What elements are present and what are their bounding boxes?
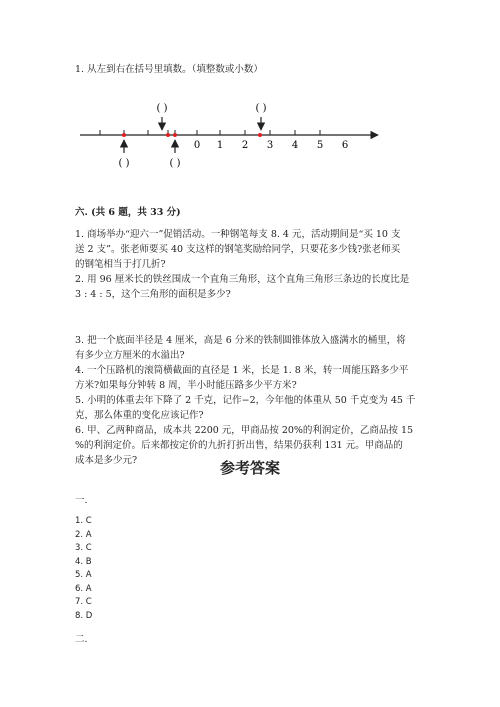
tick-label-4: 4 [291, 140, 299, 151]
problem-3 [75, 333, 406, 363]
blank-paren-bottom-1: ( ) [118, 158, 130, 169]
answer-item: 4. B [75, 556, 92, 567]
tick-label-2: 2 [241, 140, 249, 151]
answer-list [75, 515, 92, 623]
answer-item: 7. C [75, 597, 92, 607]
section-6-heading: 六. (共 6 题，共 33 分) [75, 207, 181, 218]
answer-item: 5. A [75, 570, 92, 580]
answer-item: 6. A [75, 583, 92, 594]
problem-1-line-1: 1. 商场举办“迎六一”促销活动。一种钢笔每支 8. 4 元，活动期间是“买 10 支 [75, 229, 401, 240]
problem-1 [75, 227, 400, 272]
red-marker-a [122, 133, 126, 137]
problem-1-line-3: 的钢笔相当于打几折? [75, 259, 166, 270]
blank-paren-top-2: ( ) [255, 103, 267, 114]
tick-label-0: 0 [193, 140, 201, 151]
red-marker-c [173, 133, 177, 137]
problem-5-line-1: 5. 小明的体重去年下降了 2 千克，记作−2，今年他的体重从 50 千克变为 45 千 [75, 395, 416, 406]
answer-section-1-heading: 一. [75, 495, 88, 506]
answer-item: 3. C [75, 543, 92, 553]
problem-2-line-1: 2. 用 96 厘米长的铁丝围成一个直角三角形，这个直角三角形三条边的长度比是 [75, 274, 410, 285]
problem-5 [75, 393, 415, 423]
red-marker-b [166, 133, 170, 137]
red-marker-d [258, 133, 262, 137]
problem-6-line-3: 成本是多少元? [75, 455, 138, 466]
question-1-text: 1. 从左到右在括号里填数。（填整数或小数） [75, 64, 263, 75]
answer-key-title: 参考答案 [219, 459, 280, 477]
problem-1-line-2: 送 2 支”。张老师要买 40 支这样的钢笔奖励给同学，只要花多少钱?张老师买 [75, 244, 401, 255]
problem-6-line-2: %的利润定价。后来都按定价的九折打折出售，结果仍获利 131 元。甲商品的 [75, 440, 403, 451]
problem-3-line-1: 3. 把一个底面半径是 4 厘米，高是 6 分米的铁制圆锥体放入盛满水的桶里，将 [75, 335, 406, 346]
problem-4 [75, 363, 408, 393]
answer-item: 1. C [75, 516, 92, 526]
problem-5-line-2: 克，那么体重的变化应该记作? [75, 410, 204, 421]
tick-label-1: 1 [216, 140, 224, 151]
answer-item: 8. D [75, 610, 93, 621]
tick-label-3: 3 [266, 140, 274, 151]
problem-2-line-2: 3 : 4 : 5，这个三角形的面积是多少? [75, 289, 231, 300]
problem-4-line-1: 4. 一个压路机的滚筒横截面的直径是 1 米，长是 1. 8 米，转一周能压路多少平 [75, 365, 409, 376]
problem-2 [75, 272, 409, 302]
answer-section-2-heading: 二. [75, 634, 88, 645]
blank-paren-top-1: ( ) [156, 103, 168, 114]
answer-item: 2. A [75, 529, 92, 540]
number-line-figure [70, 95, 390, 175]
tick-label-6: 6 [341, 140, 349, 151]
blank-paren-bottom-2: ( ) [169, 158, 181, 169]
problem-6-line-1: 6. 甲、乙两种商品，成本共 2200 元，甲商品按 20%的利润定价，乙商品按 15 [75, 425, 414, 436]
tick-label-5: 5 [316, 140, 324, 151]
problem-4-line-2: 方米?如果每分钟转 8 周，半小时能压路多少平方米? [75, 380, 297, 391]
problem-3-line-2: 有多少立方厘米的水溢出? [75, 350, 185, 361]
